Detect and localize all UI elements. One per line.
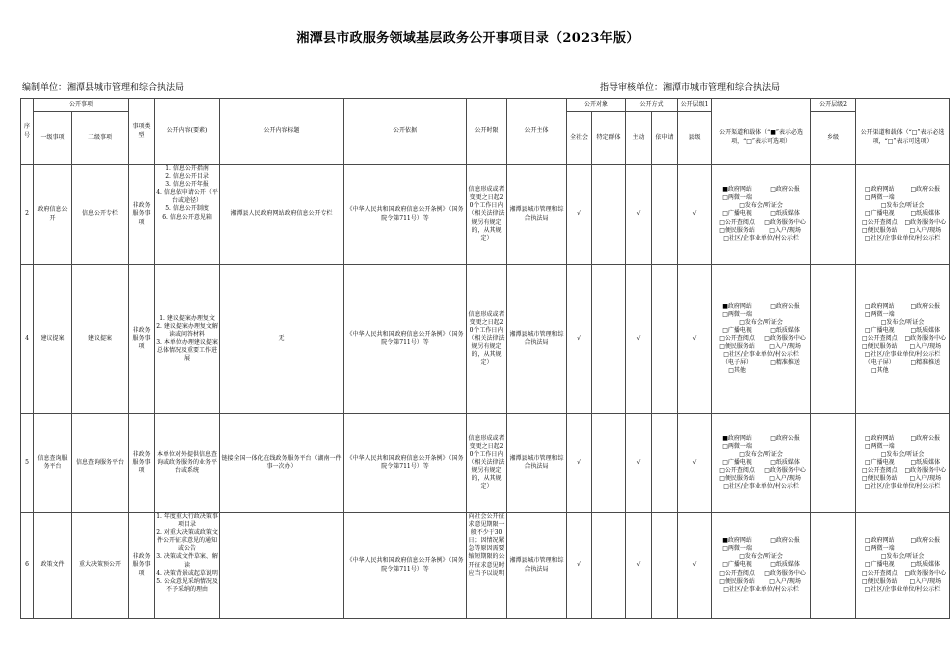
cell-type: 非政务服务事项 [129,165,155,265]
table-row [21,513,950,619]
channel-option: □精准推送 [910,359,941,367]
header-level-county: 县级 [678,112,712,165]
channel-option: □社区/企事业单位/村公示栏 [723,351,799,359]
channel-option: □纸质媒体 [910,326,941,334]
channel-option: □入户/现场 [909,475,942,483]
channel-option: □政务服务中心 [764,467,806,475]
channel-option: □发布会/听证会 [880,450,925,458]
header-time: 公开时限 [467,99,507,165]
cell-seq: 4 [21,265,34,414]
channel-option: □入户/现场 [769,577,801,585]
channel-option: □政务服务中心 [904,467,947,475]
channel-option: □发布会/听证会 [739,553,783,561]
cell-method-request [652,165,678,265]
channel-option: □广播电视 [722,210,752,218]
cell-basis: 《中华人民共和国政府信息公开条例》（国务院令第711号）等 [344,414,467,513]
cell-target-specific [592,414,626,513]
channel-option: □入户/现场 [769,343,801,351]
channel-option: □纸质媒体 [910,458,941,466]
channel-option: □广播电视 [864,210,895,218]
cell-method-active: √ [626,414,652,513]
channel-option: □政府网站 [864,434,895,442]
header-row-1 [21,99,950,112]
header-target-specific: 特定群体 [592,112,626,165]
cell-seq: 6 [21,513,34,619]
compile-unit: 编制单位：湘潭县城市管理和综合执法局 [22,83,185,93]
channel-option: □便民服务站 [719,226,755,234]
cell-type: 非政务服务事项 [129,513,155,619]
channel-option: □政府公报 [770,537,800,545]
channel-option: □两微一端 [722,545,752,553]
cell-channel-2 [856,513,950,619]
cell-subject: 湘潭县城市管理和综合执法局 [507,265,567,414]
channel-option: □政府公报 [770,186,800,194]
channel-option: □广播电视 [722,326,752,334]
cell-subject: 湘潭县城市管理和综合执法局 [507,414,567,513]
header-level-town: 乡级 [811,112,856,165]
header-channel-2: 公开渠道和载体（“□”表示必选项，“□”表示可选项） [856,99,950,165]
channel-option: □政务服务中心 [904,569,947,577]
header-seq: 序号 [21,99,34,165]
content-item: 1. 信息公开指南 [165,165,209,172]
header-method-active: 主动 [626,112,652,165]
header-level2: 二级事项 [72,112,129,165]
channel-option: □入户/现场 [909,226,942,234]
header-level-2: 公开层级2 [811,99,856,112]
channel-option: □广播电视 [864,326,895,334]
channel-option: □发布会/听证会 [739,450,783,458]
channel-option: □精准推送 [770,359,800,367]
table-row [21,265,950,414]
cell-target-all: √ [567,165,592,265]
cell-channel-2 [856,265,950,414]
channel-option: □两微一端 [722,442,752,450]
cell-subject: 湘潭县城市管理和综合执法局 [507,513,567,619]
channel-option: □入户/现场 [909,343,942,351]
cell-level1: 政府信息公开 [34,165,72,265]
cell-level-town [811,513,856,619]
channel-option: □公开查阅点 [719,334,755,342]
channel-option: □社区/企事业单位/村公示栏 [723,585,799,593]
channel-option: （电子屏） [864,359,895,367]
channel-option: □公开查阅点 [719,218,755,226]
cell-contents [155,414,220,513]
channel-option: □两微一端 [864,194,895,202]
header-content-title: 公开内容标题 [220,99,344,165]
channel-option: □政府公报 [910,186,941,194]
channel-option: □政府公报 [910,434,941,442]
catalog-table [20,98,950,619]
channel-option: □两微一端 [722,310,752,318]
cell-channel-1 [712,165,811,265]
cell-channel-2 [856,165,950,265]
channel-option: □两微一端 [864,442,895,450]
channel-option: ■政府网站 [722,537,752,545]
channel-option: □两微一端 [864,310,895,318]
cell-time: 信息形成或者变更之日起20个工作日内（相关法律法规另有规定的，从其规定） [467,414,507,513]
header-channel-1: 公开渠道和载体（“■”表示必选项，“□”表示可选项） [712,99,811,165]
cell-target-specific [592,265,626,414]
cell-level-county: √ [678,265,712,414]
cell-target-specific [592,165,626,265]
cell-level-county: √ [678,513,712,619]
channel-option: □纸质媒体 [770,326,800,334]
cell-title: 链接全国一体化在线政务服务平台（湖南一件事一次办） [220,414,344,513]
channel-option: □公开查阅点 [861,467,898,475]
table-row [21,414,950,513]
channel-option: □广播电视 [722,458,752,466]
header-content-req: 公开内容(要素) [155,99,220,165]
cell-basis: 《中华人民共和国政府信息公开条例》（国务院令第711号）等 [344,513,467,619]
channel-option: □便民服务站 [861,577,898,585]
channel-option: □政务服务中心 [764,569,806,577]
cell-level2: 信息公开专栏 [72,165,129,265]
document-title: 湘潭县市政服务领域基层政务公开事项目录（2023年版） [296,31,640,46]
channel-option: □其他 [870,367,889,375]
channel-option: □社区/企事业单位/村公示栏 [864,351,941,359]
content-item: 1. 年度重大行政决策事项目录 [156,513,218,529]
header-subject: 公开主体 [507,99,567,165]
cell-basis: 《中华人民共和国政府信息公开条例》（国务院令第711号）等 [344,265,467,414]
content-item: 2. 对重大决策或政策文件公开征求意见的通知或公告 [156,529,218,553]
content-item: 3. 本单位办理建议提案总体情况及重要工作进展 [156,339,218,363]
channel-option: （电子屏） [722,359,753,367]
catalog-table-container [20,98,947,608]
cell-contents [155,165,220,265]
channel-option: □社区/企事业单位/村公示栏 [864,234,941,242]
content-item: 3. 决策或文件草案、解读 [156,553,218,569]
content-item: 6. 信息公开意见箱 [162,213,212,221]
cell-channel-1 [712,265,811,414]
cell-type: 非政务服务事项 [129,414,155,513]
cell-level1: 建议提案 [34,265,72,414]
channel-option: □发布会/听证会 [739,202,783,210]
header-item: 公开事项 [34,99,129,112]
channel-option: □两微一端 [722,194,752,202]
content-item: 5. 信息公开制度 [165,205,209,213]
channel-option: □入户/现场 [909,577,942,585]
cell-level2: 信息查询服务平台 [72,414,129,513]
channel-option: □社区/企事业单位/村公示栏 [864,483,941,491]
cell-title: 无 [220,265,344,414]
channel-option: □发布会/听证会 [880,318,925,326]
cell-type: 非政务服务事项 [129,265,155,414]
channel-option: □发布会/听证会 [739,318,783,326]
header-method-request: 依申请 [652,112,678,165]
content-item: 1. 建议提案办理复文 [159,314,215,322]
content-item: 本单位对外提供信息查询或政务服务的业务平台或系统 [157,450,218,475]
channel-option: □政务服务中心 [904,334,947,342]
channel-option: □政府网站 [864,302,895,310]
cell-level-town [811,165,856,265]
cell-contents [155,265,220,414]
channel-option: □广播电视 [722,561,752,569]
cell-method-request [652,414,678,513]
cell-contents [155,513,220,619]
channel-option: □便民服务站 [719,577,755,585]
cell-method-active: √ [626,165,652,265]
guide-unit: 指导审核单位：湘潭市城市管理和综合执法局 [600,83,781,93]
header-level1: 一级事项 [34,112,72,165]
cell-channel-1 [712,513,811,619]
channel-option: □广播电视 [864,561,895,569]
channel-option: □便民服务站 [861,475,898,483]
cell-time: 向社会公开征求意见期限一般不少于30日；因情况紧急等原因需要缩短期限的公开征求意见时应当予以说明 [467,513,507,619]
channel-option: □政务服务中心 [904,218,947,226]
channel-option: □社区/企事业单位/村公示栏 [864,585,941,593]
cell-basis: 《中华人民共和国政府信息公开条例》（国务院令第711号）等 [344,165,467,265]
channel-option: □便民服务站 [719,475,755,483]
channel-option: □社区/企事业单位/村公示栏 [723,483,799,491]
channel-option: □发布会/听证会 [880,553,925,561]
content-item: 3. 信息公开年报 [165,181,209,189]
header-target-all: 全社会 [567,112,592,165]
channel-option: □两微一端 [864,545,895,553]
channel-option: □发布会/听证会 [880,202,925,210]
channel-option: □纸质媒体 [910,561,941,569]
channel-option: □纸质媒体 [770,458,800,466]
channel-option: □便民服务站 [719,343,755,351]
cell-seq: 5 [21,414,34,513]
table-row [21,165,950,265]
cell-level-town [811,414,856,513]
channel-option: □政府网站 [864,537,895,545]
content-item: 5. 公众意见采纳情况及不予采纳的理由 [156,577,218,593]
header-type: 事项类型 [129,99,155,165]
cell-time: 信息形成或者变更之日起20个工作日内（相关法律法规另有规定的，从其规定） [467,265,507,414]
channel-option: □政府公报 [910,302,941,310]
channel-option: □公开查阅点 [861,334,898,342]
content-item: 4. 决策背景或起草说明 [156,569,218,577]
cell-title: 湘潭县人民政府网站政府信息公开专栏 [220,165,344,265]
channel-option: ■政府网站 [722,186,752,194]
channel-option: □纸质媒体 [770,210,800,218]
cell-title [220,513,344,619]
content-item: 4. 信息依申请公开（平台或途径） [156,189,218,205]
cell-level-county: √ [678,165,712,265]
cell-method-request [652,265,678,414]
channel-option: □公开查阅点 [719,467,755,475]
cell-target-all: √ [567,414,592,513]
channel-option: □便民服务站 [861,343,898,351]
cell-target-all: √ [567,513,592,619]
cell-target-specific [592,513,626,619]
header-basis: 公开依据 [344,99,467,165]
channel-option: ■政府网站 [722,302,752,310]
cell-level-town [811,265,856,414]
cell-time: 信息形成或者变更之日起20个工作日内（相关法律法规另有规定的，从其规定） [467,165,507,265]
cell-target-all: √ [567,265,592,414]
channel-option: □公开查阅点 [719,569,755,577]
cell-channel-1 [712,414,811,513]
channel-option: □纸质媒体 [770,561,800,569]
channel-option: □便民服务站 [861,226,898,234]
channel-option: □其他 [728,367,746,375]
channel-option: □公开查阅点 [861,218,898,226]
content-item: 2. 信息公开目录 [165,173,209,181]
cell-level2: 重大决策预公开 [72,513,129,619]
header-level: 公开层级1 [678,99,712,112]
cell-level-county: √ [678,414,712,513]
cell-seq: 2 [21,165,34,265]
cell-subject: 湘潭县城市管理和综合执法局 [507,165,567,265]
channel-option: □政务服务中心 [764,218,806,226]
channel-option: □纸质媒体 [910,210,941,218]
channel-option: □入户/现场 [769,226,801,234]
cell-method-active: √ [626,513,652,619]
header-method: 公开方式 [626,99,678,112]
channel-option: □广播电视 [864,458,895,466]
channel-option: ■政府网站 [722,434,752,442]
channel-option: □政府网站 [864,186,895,194]
channel-option: □政府公报 [770,302,800,310]
channel-option: □政务服务中心 [764,334,806,342]
content-item: 2. 建议提案办理复文解读或问答材料 [156,322,218,338]
cell-level2: 建议提案 [72,265,129,414]
header-target: 公开对象 [567,99,626,112]
cell-level1: 政策文件 [34,513,72,619]
channel-option: □社区/企事业单位/村公示栏 [723,234,799,242]
channel-option: □入户/现场 [769,475,801,483]
channel-option: □政府公报 [910,537,941,545]
cell-method-request [652,513,678,619]
cell-channel-2 [856,414,950,513]
cell-method-active: √ [626,265,652,414]
channel-option: □政府公报 [770,434,800,442]
channel-option: □公开查阅点 [861,569,898,577]
cell-level1: 信息查询服务平台 [34,414,72,513]
